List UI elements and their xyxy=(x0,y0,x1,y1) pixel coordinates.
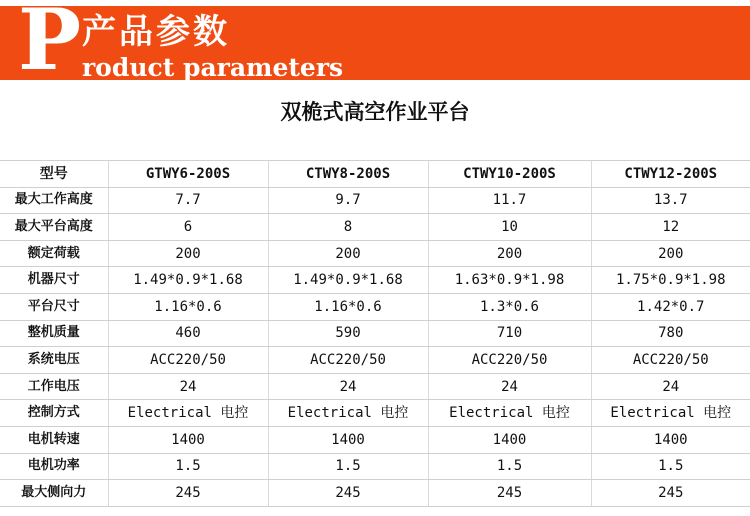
row-label: 控制方式 xyxy=(0,400,108,427)
table-row xyxy=(0,214,750,241)
table-cell: ACC220/50 xyxy=(268,347,428,374)
header-cell-model: CTWY10-200S xyxy=(428,161,591,188)
table-cell: 245 xyxy=(428,480,591,507)
table-row xyxy=(0,400,750,427)
table-cell: 1.16*0.6 xyxy=(108,293,268,320)
table-cell: 1400 xyxy=(268,426,428,453)
table-cell: 200 xyxy=(108,240,268,267)
table-cell: 460 xyxy=(108,320,268,347)
table-cell: 780 xyxy=(591,320,750,347)
table-cell: Electrical 电控 xyxy=(108,400,268,427)
table-cell: 1.16*0.6 xyxy=(268,293,428,320)
table-cell: 24 xyxy=(591,373,750,400)
table-cell: 8 xyxy=(268,214,428,241)
table-cell: 1400 xyxy=(428,426,591,453)
table-cell: 1.5 xyxy=(428,453,591,480)
spec-table-body xyxy=(0,161,750,507)
product-title: 双桅式高空作业平台 xyxy=(280,100,470,124)
table-cell: 1.49*0.9*1.68 xyxy=(268,267,428,294)
row-label: 机器尺寸 xyxy=(0,267,108,294)
table-cell: Electrical 电控 xyxy=(591,400,750,427)
table-cell: 200 xyxy=(591,240,750,267)
header-cell-model: CTWY12-200S xyxy=(591,161,750,188)
table-row xyxy=(0,426,750,453)
table-row xyxy=(0,187,750,214)
row-label: 电机转速 xyxy=(0,426,108,453)
table-cell: 7.7 xyxy=(108,187,268,214)
banner-title-chinese: 产品参数 xyxy=(82,12,230,52)
banner-title-english: roduct parameters xyxy=(82,53,344,82)
table-cell: 1400 xyxy=(591,426,750,453)
table-cell: 13.7 xyxy=(591,187,750,214)
header-banner xyxy=(0,0,750,89)
table-row xyxy=(0,293,750,320)
table-cell: 245 xyxy=(268,480,428,507)
row-label: 平台尺寸 xyxy=(0,293,108,320)
table-cell: 1400 xyxy=(108,426,268,453)
header-cell-label: 型号 xyxy=(0,161,108,188)
row-label: 最大工作高度 xyxy=(0,187,108,214)
table-cell: 710 xyxy=(428,320,591,347)
table-cell: 1.49*0.9*1.68 xyxy=(108,267,268,294)
table-row xyxy=(0,240,750,267)
table-cell: ACC220/50 xyxy=(428,347,591,374)
table-cell: 1.5 xyxy=(268,453,428,480)
row-label: 电机功率 xyxy=(0,453,108,480)
table-cell: 245 xyxy=(108,480,268,507)
table-cell: 6 xyxy=(108,214,268,241)
table-row xyxy=(0,347,750,374)
table-cell: 1.3*0.6 xyxy=(428,293,591,320)
table-cell: 9.7 xyxy=(268,187,428,214)
table-cell: 12 xyxy=(591,214,750,241)
table-row xyxy=(0,320,750,347)
table-cell: Electrical 电控 xyxy=(428,400,591,427)
table-cell: Electrical 电控 xyxy=(268,400,428,427)
row-label: 整机质量 xyxy=(0,320,108,347)
table-cell: 1.42*0.7 xyxy=(591,293,750,320)
table-cell: 24 xyxy=(268,373,428,400)
table-cell: 1.63*0.9*1.98 xyxy=(428,267,591,294)
table-cell: 200 xyxy=(268,240,428,267)
header-cell-model: GTWY6-200S xyxy=(108,161,268,188)
row-label: 工作电压 xyxy=(0,373,108,400)
table-row xyxy=(0,267,750,294)
table-cell: 1.75*0.9*1.98 xyxy=(591,267,750,294)
table-row xyxy=(0,373,750,400)
table-row xyxy=(0,480,750,507)
table-cell: 200 xyxy=(428,240,591,267)
table-cell: 590 xyxy=(268,320,428,347)
row-label: 额定荷载 xyxy=(0,240,108,267)
table-cell: ACC220/50 xyxy=(108,347,268,374)
table-cell: 24 xyxy=(428,373,591,400)
table-cell: 11.7 xyxy=(428,187,591,214)
table-cell: 1.5 xyxy=(108,453,268,480)
row-label: 最大平台高度 xyxy=(0,214,108,241)
table-cell: 245 xyxy=(591,480,750,507)
row-label: 最大侧向力 xyxy=(0,480,108,507)
table-cell: 10 xyxy=(428,214,591,241)
table-cell: 24 xyxy=(108,373,268,400)
table-cell: ACC220/50 xyxy=(591,347,750,374)
header-cell-model: CTWY8-200S xyxy=(268,161,428,188)
table-cell: 1.5 xyxy=(591,453,750,480)
row-label: 系统电压 xyxy=(0,347,108,374)
table-header-row xyxy=(0,161,750,188)
table-row xyxy=(0,453,750,480)
spec-table xyxy=(0,160,750,507)
banner-big-letter: P xyxy=(18,0,82,89)
